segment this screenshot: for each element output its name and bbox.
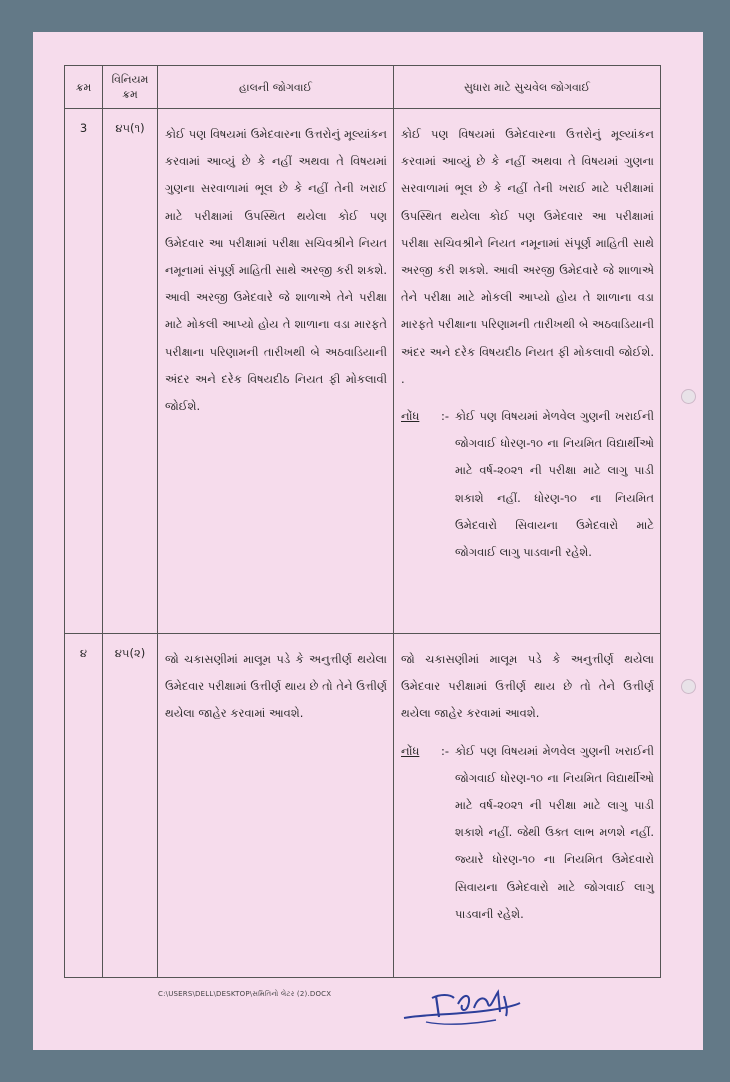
row-current-provision: કોઈ પણ વિષયમાં ઉમેદવારના ઉત્તરોનું મૂલ્યાંકન કરવામાં આવ્યું છે કે નહીં અથવા તે વિષયમાં ગુણના સરવાળામાં ભૂલ છે કે નહીં તેની ખરાઈ માટે પરીક્ષામાં ઉપસ્થિત થયેલા કોઈ પણ ઉમેદવાર આ પરીક્ષામાં પરીક્ષા સચિવશ્રીને નિયત નમૂનામાં સંપૂર્ણ માહિતી સાથે અરજી કરી શકશે. આવી અરજી ઉમેદવારે જે શાળાએ તેને પરીક્ષા માટે મોકલી આપ્યો હોય તે શાળાના વડા મારફતે પરીક્ષાના પરિણામની તારીખથી બે અઠવાડિયાની અંદર અને દરેક વિષયદીઠ નિયત ફી મોકલાવી જોઈશે.	[158, 109, 394, 634]
footer-file-path: C:\USERS\DELL\DESKTOP\સમિતિનો લેટર (2).DOCX	[158, 990, 332, 998]
header-proposed-provision: સુધારા માટે સુચવેલ જોગવાઈ	[394, 66, 661, 109]
note-block	[401, 403, 654, 566]
note-block	[401, 738, 654, 928]
binder-hole-bottom	[681, 679, 696, 694]
header-current-provision: હાલની જોગવાઈ	[158, 66, 394, 109]
document-page	[33, 32, 703, 1050]
row-serial: ૪	[65, 634, 103, 978]
signature-mark	[396, 984, 526, 1034]
binder-hole-top	[681, 389, 696, 404]
note-label: નોંધ	[401, 743, 420, 758]
row-proposed-cell	[394, 634, 661, 978]
header-serial: ક્રમ	[65, 66, 103, 109]
row-proposed-provision: જો ચકાસણીમાં માલૂમ પડે કે અનુત્તીર્ણ થયેલા ઉમેદવાર પરીક્ષામાં ઉત્તીર્ણ થાય છે તો તેને ઉત્તીર્ણ થયેલા જાહેર કરવામાં આવશે.	[401, 652, 654, 721]
note-separator: :-	[441, 409, 450, 424]
header-regulation: વિનિયમ ક્રમ	[103, 66, 158, 109]
row-current-provision: જો ચકાસણીમાં માલૂમ પડે કે અનુત્તીર્ણ થયેલા ઉમેદવાર પરીક્ષામાં ઉત્તીર્ણ થાય છે તો તેને ઉત્તીર્ણ થયેલા જાહેર કરવામાં આવશે.	[158, 634, 394, 978]
note-text: કોઈ પણ વિષયમાં મેળવેલ ગુણની ખરાઈની જોગવાઈ ધોરણ-૧૦ ના નિયમિત વિદ્યાર્થીઓ માટે વર્ષ-૨૦૨૧ ની પરીક્ષા માટે લાગુ પાડી શકાશે નહીં. જેથી ઉક્ત લાભ મળશે નહીં. જ્યારે ધોરણ-૧૦ ના નિયમિત ઉમેદવારો સિવાયના ઉમેદવારો માટે જોગવાઈ લાગુ પાડવાની રહેશે.	[455, 743, 654, 921]
table-row	[65, 109, 661, 634]
note-label: નોંધ	[401, 409, 420, 424]
row-proposed-provision: કોઈ પણ વિષયમાં ઉમેદવારના ઉત્તરોનું મૂલ્યાંકન કરવામાં આવ્યું છે કે નહીં અથવા તે વિષયમાં ગુણના સરવાળામાં ભૂલ છે કે નહીં તેની ખરાઈ માટે પરીક્ષામાં ઉપસ્થિત થયેલા કોઈ પણ ઉમેદવાર આ પરીક્ષામાં પરીક્ષા સચિવશ્રીને નિયત નમૂનામાં સંપૂર્ણ માહિતી સાથે અરજી કરી શકશે. આવી અરજી ઉમેદવારે જે શાળાએ તેને પરીક્ષા માટે મોકલી આપ્યો હોય તે શાળાના વડા મારફતે પરીક્ષાના પરિણામની તારીખથી બે અઠવાડિયાની અંદર અને દરેક વિષયદીઠ નિયત ફી મોકલાવી જોઈશે. .	[401, 127, 654, 386]
table-header-row	[65, 66, 661, 109]
row-regulation: ૪૫(૧)	[103, 109, 158, 634]
table-row	[65, 634, 661, 978]
note-separator: :-	[441, 743, 450, 758]
note-text: કોઈ પણ વિષયમાં મેળવેલ ગુણની ખરાઈની જોગવાઈ ધોરણ-૧૦ ના નિયમિત વિદ્યાર્થીઓ માટે વર્ષ-૨૦૨૧ ની પરીક્ષા માટે લાગુ પાડી શકાશે નહીં. ધોરણ-૧૦ ના નિયમિત ઉમેદવારો સિવાયના ઉમેદવારો માટે જોગવાઈ લાગુ પાડવાની રહેશે.	[455, 409, 654, 560]
regulation-table	[64, 65, 661, 978]
row-serial: 3	[65, 109, 103, 634]
row-regulation: ૪૫(૨)	[103, 634, 158, 978]
row-proposed-cell	[394, 109, 661, 634]
